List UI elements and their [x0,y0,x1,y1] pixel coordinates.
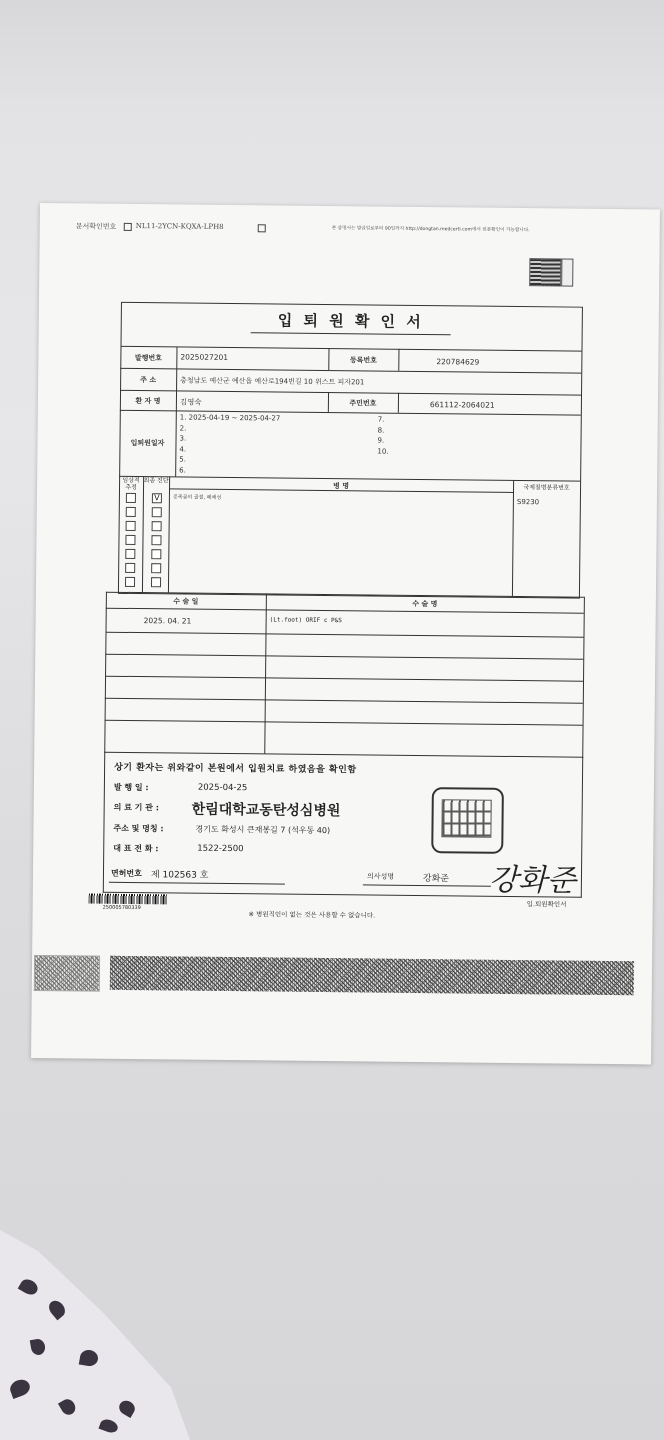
final-checkbox[interactable] [151,535,161,545]
clinical-checkbox[interactable] [125,549,135,559]
verify-notice: 본 증명서는 발급일로부터 90일까지 http://dongtan.medcerti.com에서 원본확인이 가능합니다. [331,226,530,234]
surgery-date: 2025. 04. 21 [143,616,192,626]
document-barcode [89,894,167,905]
id-number: 661112-2064021 [429,400,495,410]
admission-line: 10. [377,447,389,456]
phone-number: 1522-2500 [197,843,244,855]
square-icon [124,223,132,231]
clinical-checkbox[interactable] [125,577,135,587]
admission-line: 6. [179,465,186,475]
reg-no-label: 등록번호 [349,356,377,365]
issue-date-label: 발 행 일 : [113,782,149,793]
security-pattern-strip [110,956,634,995]
doctor-signature: 강화준 [488,862,577,899]
address-label: 주 소 [140,376,157,385]
hospital-seal [431,787,504,854]
patient-address: 충청남도 예산군 예산읍 예산로194번길 10 위스트 피자201 [180,376,365,387]
institution-name: 한림대학교동탄성심병원 [191,801,341,820]
clinical-checkbox[interactable] [125,563,135,573]
footer-notice: ※ 병원직인이 없는 것은 사용할 수 없습니다. [248,910,376,920]
confirm-statement: 상기 환자는 위와같이 본원에서 입원치료 하였음을 확인함 [114,762,357,776]
phone-label: 대 표 전 화 : [113,843,159,854]
clinical-checkbox[interactable] [126,507,136,517]
admission-line: 4. [179,444,187,454]
admission-line: 3. [179,434,187,443]
form-title: 입 퇴 원 확 인 서 [277,311,424,332]
fabric-background [0,1230,190,1440]
seal-glyphs [441,799,491,838]
patient-label: 환 자 명 [135,397,161,406]
id-label: 주민번호 [349,399,377,408]
square-icon [258,224,266,232]
institution-label: 의 료 기 관 : [113,802,159,813]
final-checkbox[interactable] [151,577,161,587]
disease-name-header: 병 명 [333,482,350,491]
document-sheet [31,203,660,1064]
clinical-estimate-header: 임상적 추정 [122,476,140,492]
admission-dates-right [377,415,389,457]
admission-line: 2. [179,423,187,433]
doctor-name: 강화준 [422,874,450,885]
issue-no-label: 발행번호 [134,354,162,363]
security-pattern-small [34,955,100,992]
reg-no: 220784629 [436,357,480,367]
admission-dates-left [179,412,280,476]
icd-code: S9230 [516,498,540,507]
hospital-address-label: 주소 및 명칭 : [113,823,164,834]
admission-line: 5. [179,455,187,464]
disease-name: 중족골의 골절, 폐쇄성 [172,494,222,501]
clinical-checkbox[interactable] [126,493,136,503]
patient-name: 김영숙 [179,397,202,407]
admission-label: 입퇴원일자 [130,438,165,448]
barcode-number: 250005780339 [102,904,141,912]
surgery-date-header: 수 술 일 [173,597,199,606]
footer-doc-name: 입.퇴원확인서 [526,900,567,909]
final-checkbox[interactable] [151,563,161,573]
hospital-address: 경기도 화성시 큰재봉길 7 (석우동 40) [195,824,331,836]
surgery-name-header: 수 술 명 [412,599,438,609]
icd-header: 국제질병분류번호 [523,484,570,492]
admission-line: 9. [377,436,385,445]
clinical-checkbox[interactable] [126,521,136,531]
surgery-name: (Lt.foot) ORIF c P&S [269,616,342,625]
qr-code [529,258,561,286]
admission-line: 8. [377,426,385,435]
doc-check-label: 문서확인번호 [75,222,117,231]
qr-label [561,258,573,286]
doctor-label: 의사성명 [366,872,395,881]
issue-no: 2025027201 [180,352,229,362]
final-checkbox[interactable] [152,521,162,531]
final-checkbox[interactable] [151,549,161,559]
final-checkbox[interactable] [152,507,162,517]
issue-date: 2025-04-25 [197,782,248,794]
license-label: 면허번호 [110,868,142,879]
doc-check-number: NL11-2YCN-KQXA-LPH8 [135,222,224,231]
final-checkbox-checked[interactable]: V [152,493,162,503]
clinical-checkbox[interactable] [125,535,135,545]
final-diagnosis-header: 최종 진단 [143,477,169,485]
admission-line: 7. [377,415,385,424]
license-number: 제 102563 호 [150,870,209,881]
admission-line: 1. 2025-04-19 ~ 2025-04-27 [179,413,281,423]
